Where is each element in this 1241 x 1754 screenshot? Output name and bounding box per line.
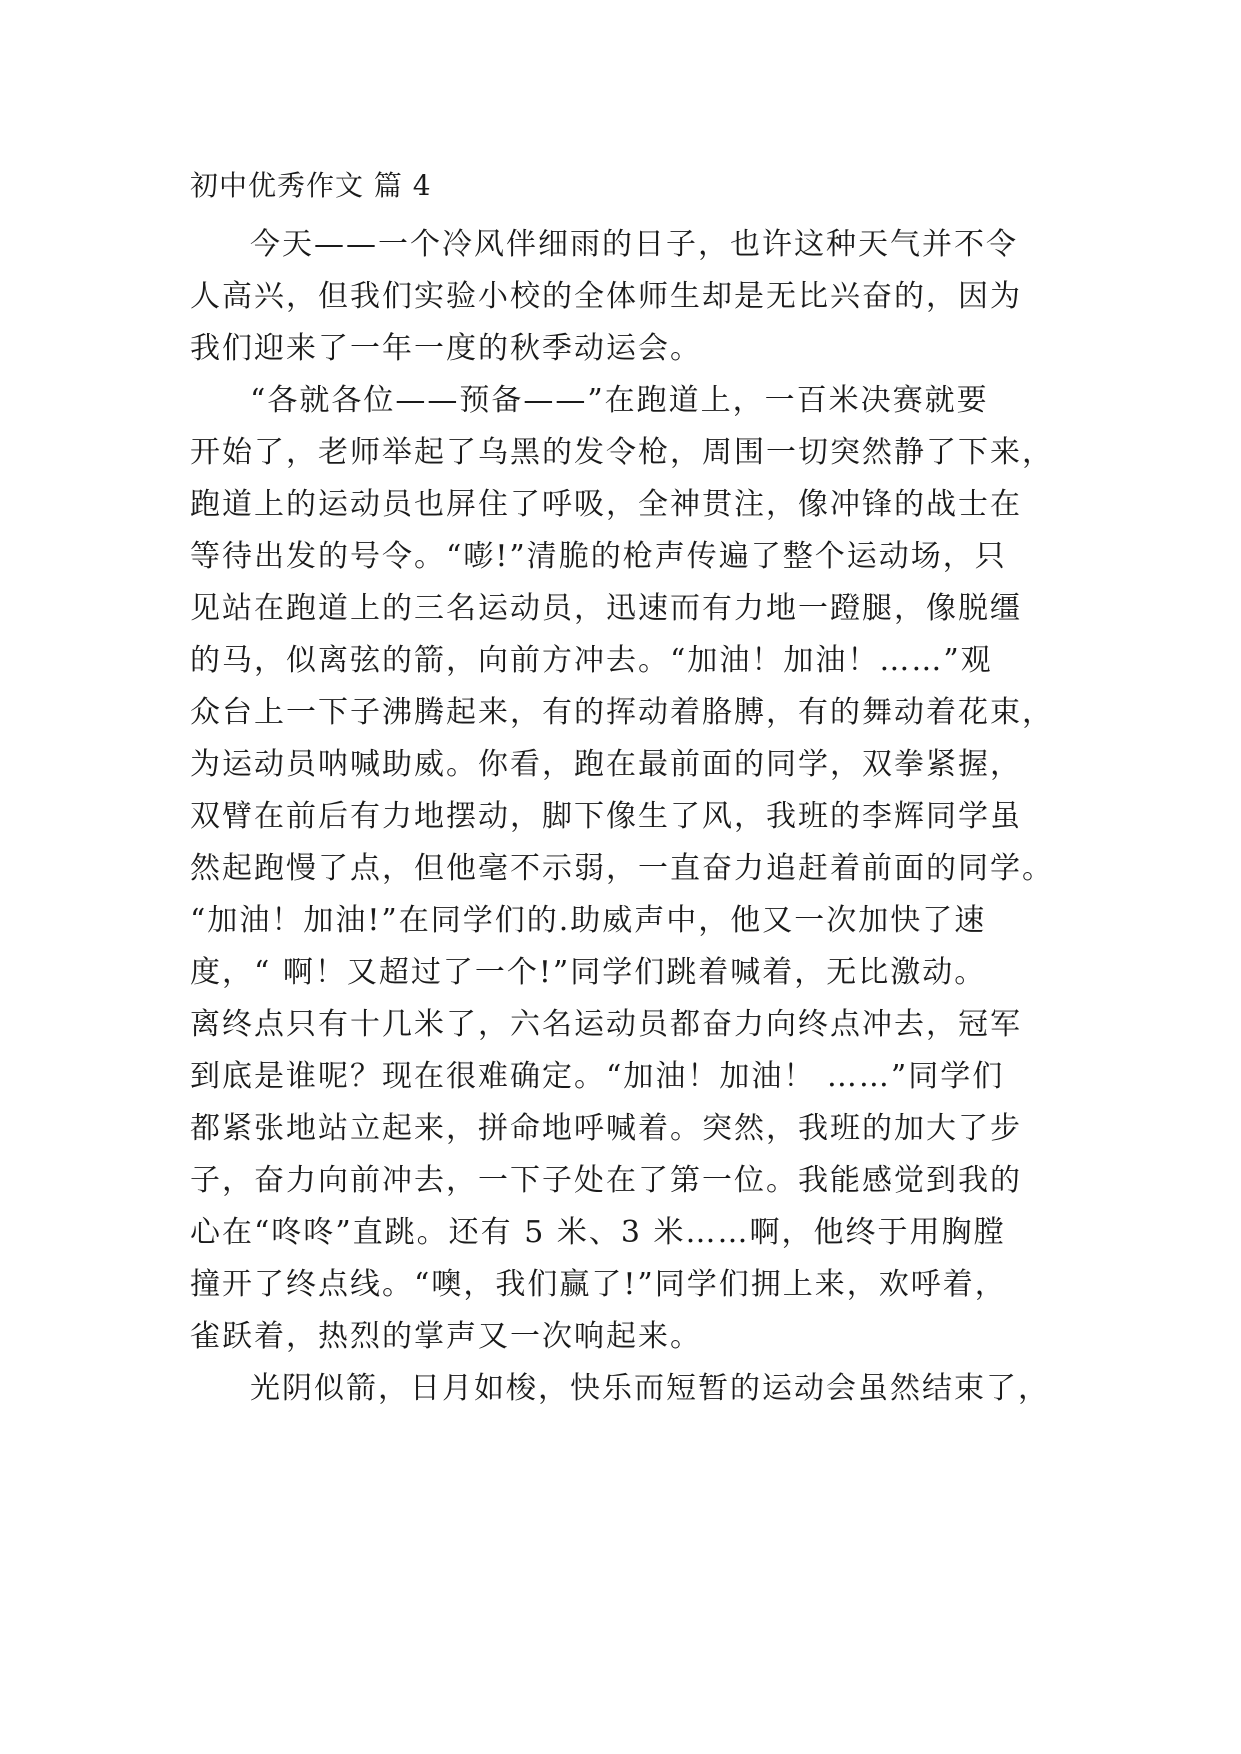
text-line: 然起跑慢了点，但他毫不示弱，一直奋力追赶着前面的同学。 [190, 851, 1054, 886]
text-line: 开始了，老师举起了乌黑的发令枪，周围一切突然静了下来， [190, 435, 1054, 470]
text-line: 见站在跑道上的三名运动员，迅速而有力地一蹬腿，像脱缰 [190, 591, 1022, 626]
text-line: 都紧张地站立起来，拼命地呼喊着。突然，我班的加大了步 [190, 1111, 1022, 1146]
text-line: 子，奋力向前冲去，一下子处在了第一位。我能感觉到我的 [190, 1163, 1022, 1198]
text-line: “加油！加油!”在同学们的.助威声中，他又一次加快了速 [190, 903, 987, 938]
text-line: 人高兴，但我们实验小校的全体师生却是无比兴奋的，因为 [190, 279, 1022, 314]
document-title: 初中优秀作文 篇 4 [190, 169, 432, 202]
text-line: 光阴似箭，日月如梭，快乐而短暂的运动会虽然结束了， [250, 1371, 1050, 1406]
text-line: 撞开了终点线。“噢，我们赢了!”同学们拥上来，欢呼着， [190, 1267, 1007, 1302]
text-line: 众台上一下子沸腾起来，有的挥动着胳膊，有的舞动着花束， [190, 695, 1054, 730]
text-line: 等待出发的号令。“嘭!”清脆的枪声传遍了整个运动场，只 [190, 539, 1007, 574]
text-line: 我们迎来了一年一度的秋季动运会。 [190, 331, 702, 366]
text-line: 心在“咚咚”直跳。还有 5 米、3 米……啊，他终于用胸膛 [190, 1215, 1006, 1250]
text-line: “各就各位——预备——”在跑道上，一百米决赛就要 [250, 383, 989, 418]
text-line: 离终点只有十几米了，六名运动员都奋力向终点冲去，冠军 [190, 1007, 1022, 1042]
text-line: 为运动员呐喊助威。你看，跑在最前面的同学，双拳紧握， [190, 747, 1022, 782]
text-line: 跑道上的运动员也屏住了呼吸，全神贯注，像冲锋的战士在 [190, 487, 1022, 522]
text-line: 双臂在前后有力地摆动，脚下像生了风，我班的李辉同学虽 [190, 799, 1022, 834]
text-line: 今天——一个冷风伴细雨的日子，也许这种天气并不令 [250, 227, 1018, 262]
text-line: 到底是谁呢？现在很难确定。“加油！加油！ ……”同学们 [190, 1059, 1005, 1094]
text-line: 度，“ 啊！又超过了一个!”同学们跳着喊着，无比激动。 [190, 955, 987, 990]
text-line: 雀跃着，热烈的掌声又一次响起来。 [190, 1319, 702, 1354]
text-line: 的马，似离弦的箭，向前方冲去。“加油！加油！……”观 [190, 643, 993, 678]
